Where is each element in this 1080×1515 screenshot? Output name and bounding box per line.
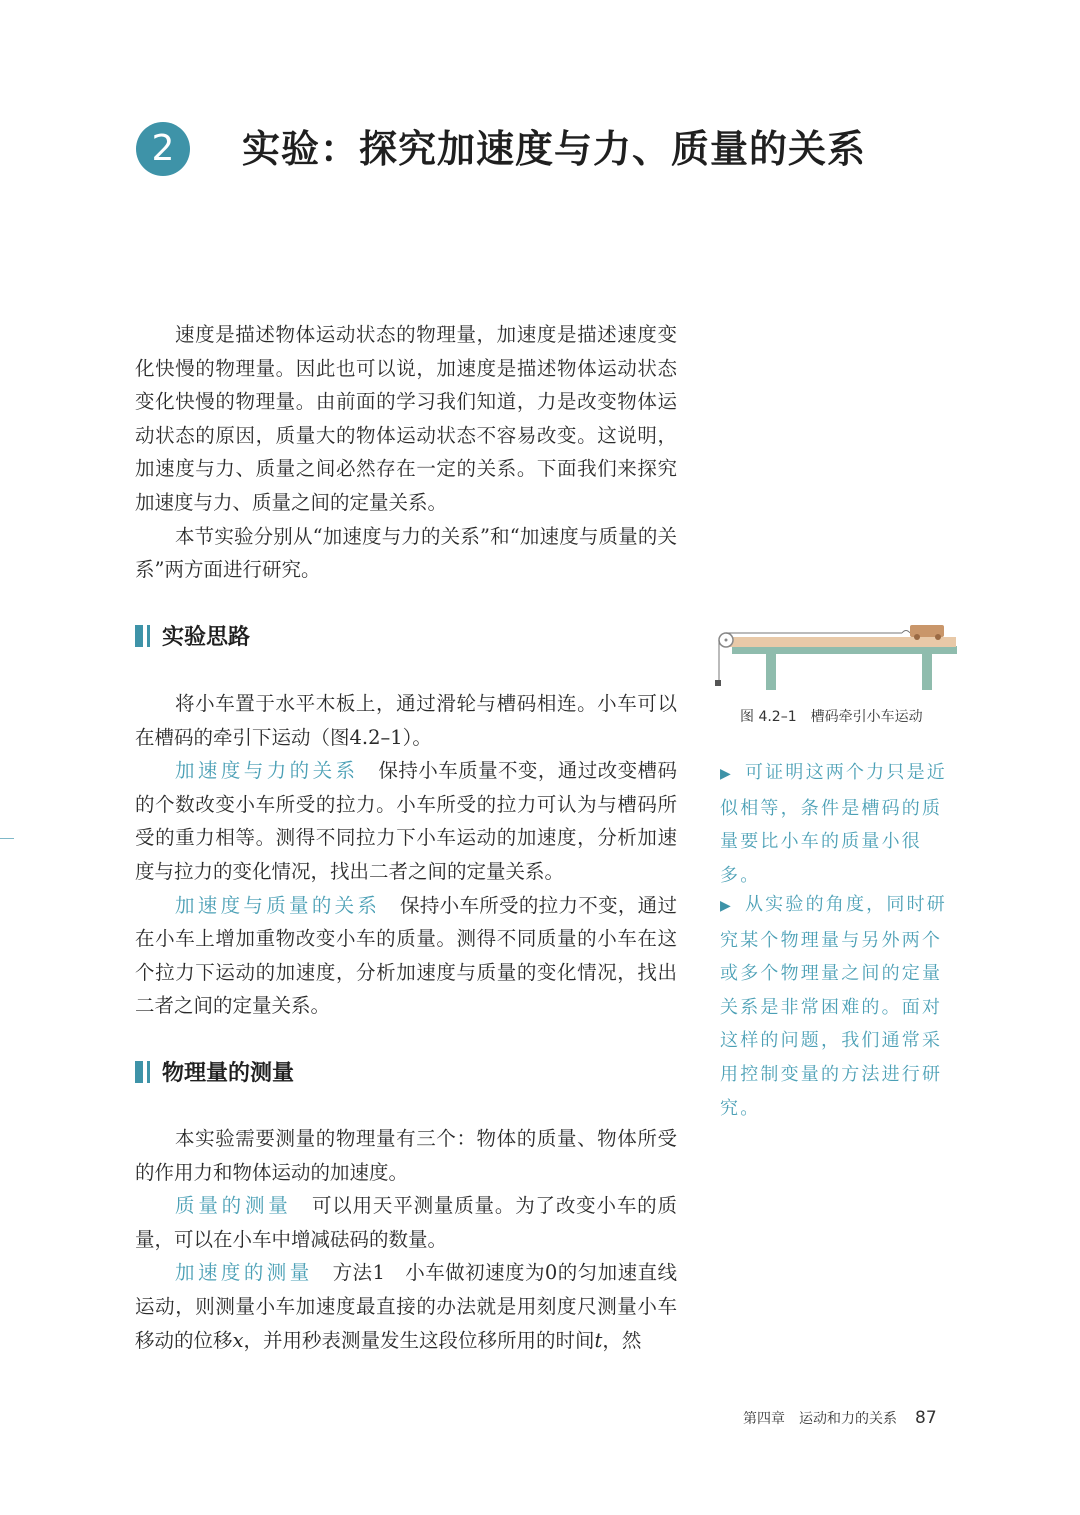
keyword-mass-measure: 质量的测量 xyxy=(175,1194,292,1218)
intro-paragraph-1: 速度是描述物体运动状态的物理量，加速度是描述速度变化快慢的物理量。因此也可以说，加速度是描述物体运动状态变化快慢的物理量。由前面的学习我们知道，力是改变物体运动状态的原因，质量大的物体运动状态不容易改变。这说明，加速度与力、质量之间必然存在一定的关系。下面我们来探究加速度与力、质量之间的定量关系。 xyxy=(135,323,677,514)
heading-approach-text: 实验思路 xyxy=(162,625,251,650)
heading-bar-icon xyxy=(135,1061,143,1083)
triangle-right-icon: ▶ xyxy=(720,766,733,782)
measure-paragraph-1: 本实验需要测量的物理量有三个：物体的质量、物体所受的作用力和物体运动的加速度。 xyxy=(135,1127,677,1184)
approach-paragraph-3-text: 保持小车所受的拉力不变，通过在小车上增加重物改变小车的质量。测得不同质量的小车在这个拉力下运动的加速度，分析加速度与质量的变化情况，找出二者之间的定量关系。 xyxy=(135,893,677,1018)
measure-paragraph-3-c: ，然 xyxy=(602,1328,642,1352)
page-footer xyxy=(743,1408,937,1428)
approach-paragraph-1: 将小车置于水平木板上，通过滑轮与槽码相连。小车可以在槽码的牵引下运动（图4.2–1）。 xyxy=(135,692,677,749)
figure-caption xyxy=(740,706,923,726)
footer-chapter-title: 运动和力的关系 xyxy=(799,1411,897,1427)
cart-wheel-back xyxy=(935,634,941,640)
heading-bar-icon xyxy=(147,625,150,647)
cart-hook xyxy=(902,631,910,634)
heading-measure xyxy=(135,1060,294,1088)
wooden-board xyxy=(726,637,956,647)
measure-paragraph-2-text: 可以用天平测量质量。为了改变小车的质量，可以在小车中增减砝码的数量。 xyxy=(135,1194,677,1251)
measure-paragraph-3-a: 小车做初速度为0的匀加速直线运动，则测量小车加速度最直接的办法就是用刻度尺测量小车移动的位移 xyxy=(135,1261,677,1352)
pulley-axle xyxy=(725,639,728,642)
margin-note-2-text: 从实验的角度，同时研究某个物理量与另外两个或多个物理量之间的定量关系是非常困难的。面对这样的问题，我们通常采用控制变量的方法进行研究。 xyxy=(720,894,947,1119)
table-leg-right xyxy=(922,654,932,690)
cart-pulley-figure xyxy=(712,620,962,692)
variable-t: t xyxy=(594,1328,603,1352)
hanging-weights xyxy=(715,680,721,686)
keyword-mass-relation: 加速度与质量的关系 xyxy=(175,893,381,917)
heading-bar-icon xyxy=(135,625,143,647)
heading-measure-text: 物理量的测量 xyxy=(162,1061,295,1086)
measure-paragraph-2 xyxy=(135,1189,677,1256)
heading-approach xyxy=(135,624,250,652)
margin-note-2 xyxy=(720,888,960,1125)
table-top xyxy=(732,646,957,654)
variable-x: x xyxy=(232,1328,244,1352)
figure-caption-text: 槽码牵引小车运动 xyxy=(810,709,923,725)
edge-mark xyxy=(0,838,14,839)
approach-block xyxy=(135,687,677,1023)
table-leg-left xyxy=(766,654,776,690)
margin-note-1-text: 可证明这两个力只是近似相等，条件是槽码的质量要比小车的质量小很多。 xyxy=(720,762,947,886)
keyword-acceleration-measure: 加速度的测量 xyxy=(175,1261,313,1285)
page-number: 87 xyxy=(915,1408,937,1428)
figure-number: 图 4.2–1 xyxy=(740,709,797,725)
intro-block xyxy=(135,318,677,587)
method-label: 方法1 xyxy=(332,1261,385,1285)
cart-wheel-front xyxy=(914,634,920,640)
approach-paragraph-2 xyxy=(135,754,677,888)
measure-paragraph-3 xyxy=(135,1256,677,1357)
margin-note-1 xyxy=(720,756,960,892)
approach-paragraph-3 xyxy=(135,889,677,1023)
section-title: 实验：探究加速度与力、质量的关系 xyxy=(242,127,867,171)
heading-bar-icon xyxy=(147,1061,150,1083)
intro-paragraph-2: 本节实验分别从“加速度与力的关系”和“加速度与质量的关系”两方面进行研究。 xyxy=(135,524,677,582)
triangle-right-icon: ▶ xyxy=(720,898,733,914)
keyword-force-relation: 加速度与力的关系 xyxy=(175,759,359,783)
footer-chapter: 第四章 xyxy=(743,1411,785,1427)
measure-paragraph-3-b: ，并用秒表测量发生这段位移所用的时间 xyxy=(243,1328,595,1352)
section-number-badge: 2 xyxy=(136,122,190,176)
measure-block xyxy=(135,1122,677,1357)
approach-paragraph-2-text: 保持小车质量不变，通过改变槽码的个数改变小车所受的拉力。小车所受的拉力可认为与槽码所受的重力相等。测得不同拉力下小车运动的加速度，分析加速度与拉力的变化情况，找出二者之间的定量关系。 xyxy=(135,759,677,883)
